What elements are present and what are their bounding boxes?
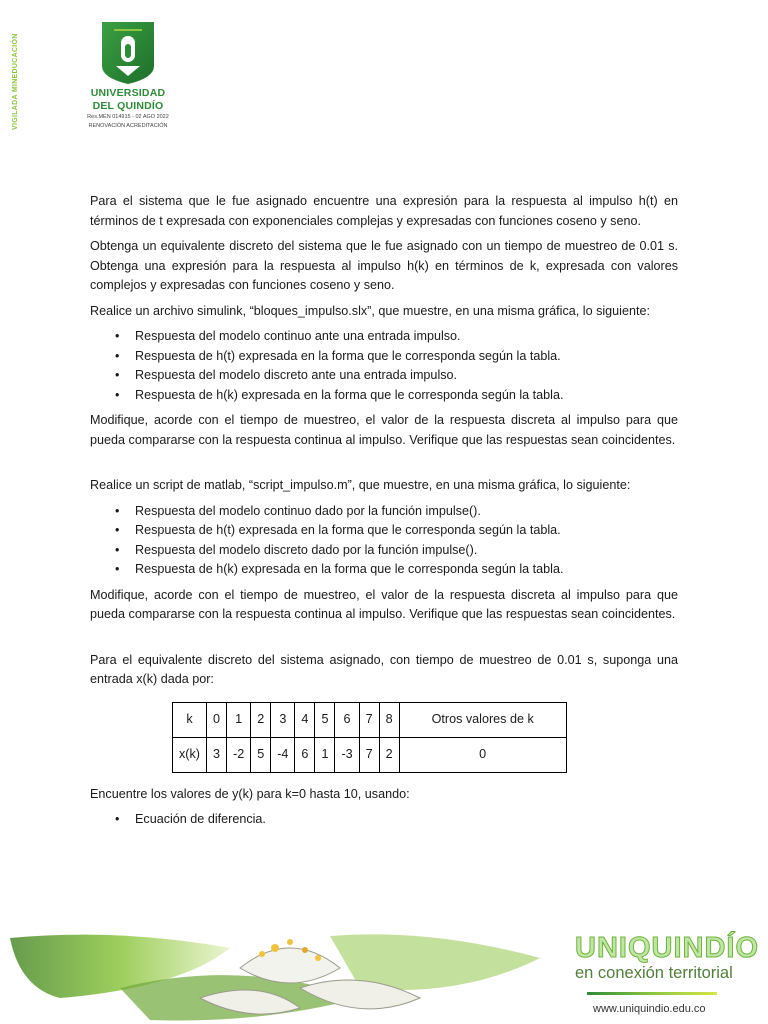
table-cell: -3 (335, 737, 359, 772)
paragraph-8: Encuentre los valores de y(k) para k=0 hasta 10, usando: (90, 786, 410, 801)
list-item: • Respuesta del modelo continuo ante una entrada impulso. (135, 327, 678, 347)
table-cell: Otros valores de k (399, 702, 566, 737)
table-cell: 0 (206, 702, 226, 737)
table-cell: 1 (227, 702, 251, 737)
brand-name: UNIQUINDÍO (575, 932, 759, 964)
list-item: • Respuesta de h(k) expresada en la forma que le corresponda según la tabla. (135, 560, 678, 580)
table-cell: x(k) (173, 737, 207, 772)
paragraph-7: Para el equivalente discreto del sistema asignado, con tiempo de muestreo de 0.01 s, suponga una entrada x(k) dada por: (90, 652, 678, 686)
paragraph-2: Obtenga un equivalente discreto del sistema que le fue asignado con un tiempo de muestreo de 0.01 s. Obtenga una expresión para la respuesta al impulso h(k) en términos de k, expresada con valores complejos y expresadas con funciones coseno y seno. (90, 239, 678, 292)
table-cell: 7 (359, 702, 379, 737)
logo-name-line1: UNIVERSIDAD (90, 87, 166, 99)
paragraph-1: Para el sistema que le fue asignado encuentre una expresión para la respuesta al impulso h(t) en términos de t expresada con exponenciales complejas y expresadas con funciones coseno y seno. (90, 194, 678, 228)
university-logo (78, 20, 178, 130)
document-body (90, 192, 678, 836)
table-cell: -2 (227, 737, 251, 772)
simulink-list (90, 327, 678, 405)
shield-icon (100, 20, 156, 86)
table-cell: k (173, 702, 207, 737)
table-cell: 8 (379, 702, 399, 737)
table-cell: 3 (206, 737, 226, 772)
paragraph-5: Realice un script de matlab, “script_impulso.m”, que muestre, en una misma gráfica, lo siguiente: (90, 478, 631, 492)
table-row (173, 702, 567, 737)
table-cell: 2 (251, 702, 271, 737)
logo-name-line2: DEL QUINDÍO (92, 100, 164, 112)
list-item: • Respuesta del modelo continuo dado por la función impulse(). (135, 502, 678, 522)
list-item: • Respuesta de h(t) expresada en la forma que le corresponda según la tabla. (135, 521, 678, 541)
paragraph-6: Modifique, acorde con el tiempo de muestreo, el valor de la respuesta discreta al impulso para que pueda compararse con la respuesta continua al impulso. Verifique que las respuestas sean coincidentes. (90, 587, 678, 621)
uniquindio-brand (575, 932, 759, 1015)
table-cell: 1 (315, 737, 335, 772)
table-cell: 4 (295, 702, 315, 737)
table-cell: -4 (271, 737, 295, 772)
input-table (172, 702, 567, 773)
table-cell: 0 (399, 737, 566, 772)
method-list (90, 810, 678, 830)
logo-res-line1: Res.MEN 014915 - 02 AGO 2022 (87, 114, 169, 120)
paragraph-4: Modifique, acorde con el tiempo de muestreo, el valor de la respuesta discreta al impulso para que pueda compararse con la respuesta continua al impulso. Verifique que las respuestas sean coincidentes. (90, 413, 678, 447)
list-item: • Respuesta del modelo discreto dado por la función impulse(). (135, 541, 678, 561)
list-item: • Ecuación de diferencia. (135, 810, 678, 830)
table-cell: 6 (295, 737, 315, 772)
list-item: • Respuesta de h(t) expresada en la forma que le corresponda según la tabla. (135, 347, 678, 367)
table-cell: 7 (359, 737, 379, 772)
table-row (173, 737, 567, 772)
table-cell: 5 (251, 737, 271, 772)
brand-divider (587, 992, 717, 995)
table-cell: 5 (315, 702, 335, 737)
paragraph-3: Realice un archivo simulink, “bloques_impulso.slx”, que muestre, en una misma gráfica, lo siguiente: (90, 303, 650, 318)
brand-tagline: en conexión territorial (575, 964, 733, 982)
matlab-list (90, 502, 678, 580)
logo-res-line2: RENOVACIÓN ACREDITACIÓN (88, 123, 168, 129)
vigilada-mineducacion-text: VIGILADA MINEDUCACIÓN (12, 33, 19, 130)
list-item: • Respuesta del modelo discreto ante una entrada impulso. (135, 366, 678, 386)
table-cell: 2 (379, 737, 399, 772)
list-item: • Respuesta de h(k) expresada en la forma que le corresponda según la tabla. (135, 386, 678, 406)
table-cell: 6 (335, 702, 359, 737)
website-link[interactable]: www.uniquindio.edu.co (593, 1003, 706, 1015)
table-cell: 3 (271, 702, 295, 737)
